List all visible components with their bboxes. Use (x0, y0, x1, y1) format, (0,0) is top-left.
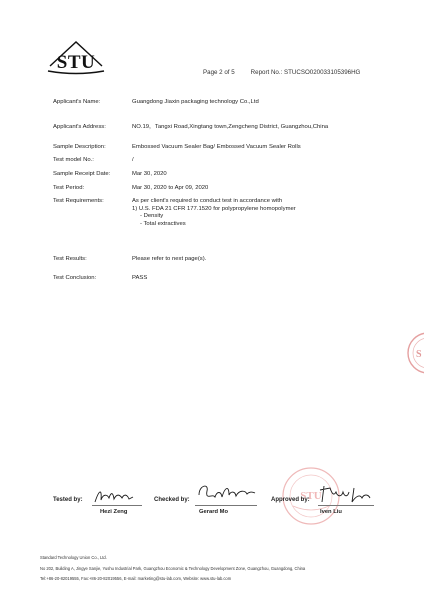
side-seal-stamp-icon (402, 330, 424, 376)
approved-by-name: Iven Liu (320, 509, 342, 515)
field-label: Test Period: (53, 185, 85, 191)
field-value: Embossed Vacuum Sealer Bag/ Embossed Vacuum Sealer Rolls (132, 144, 301, 150)
stu-logo-icon (46, 38, 106, 78)
checked-by-label: Checked by: (154, 497, 190, 503)
conclusion-value: PASS (132, 275, 148, 281)
field-label: Sample Receipt Date: (53, 171, 111, 177)
requirement-line: As per client's required to conduct test in accordance with (132, 198, 283, 204)
field-label: Test model No.: (53, 157, 94, 163)
field-label: Test Conclusion: (53, 275, 97, 281)
tested-signature-line (92, 505, 142, 506)
logo-text: STU (56, 52, 96, 73)
tested-by-label: Tested by: (53, 497, 83, 503)
field-value: NO.19，Tangxi Road,Xingtang town,Zengcheng District, Guangzhou,China (132, 124, 329, 130)
requirement-line: - Density (140, 213, 164, 220)
footer-contact: Tel:+86-20-82019555, Fax:+86-20-82019556, E-mail: marketing@stu-lab.com, Website: www.stu-lab.com (40, 576, 232, 581)
field-label: Test Results: (53, 256, 87, 262)
field-label: Applicant's Name: (53, 99, 101, 105)
checked-signature-icon (195, 481, 259, 505)
tested-signature-icon (93, 486, 137, 506)
page-number: Page 2 of 5 (203, 69, 235, 76)
requirement-line: 1) U.S. FDA 21 CFR 177.1520 for polypropylene homopolymer (132, 205, 296, 212)
field-value: / (132, 157, 134, 163)
field-value: Guangdong Jiaxin packaging technology Co.,Ltd (132, 99, 259, 105)
requirement-line: - Total extractives (140, 220, 186, 227)
report-number: Report No.: STUCSO020033105396HG (250, 69, 361, 76)
checked-by-name: Gerard Mo (199, 509, 228, 515)
svg-text:STU: STU (300, 490, 322, 502)
footer-address: No 202, Building A, Jingye Sanjie, Yushu Industrial Park, Guangzhou Economic & Technology Development Zone, Guangzhou, Guangdong, China (40, 566, 306, 571)
approved-by-label: Approved by: (271, 497, 310, 503)
field-value: Please refer to next page(s). (132, 256, 207, 262)
checked-signature-line (195, 505, 257, 506)
field-label: Applicant's Address: (53, 124, 106, 130)
footer-company: Standard Technology Union Co., Ltd. (40, 555, 107, 560)
tested-by-name: Hezi Zeng (100, 509, 128, 515)
approved-signature-line (318, 505, 374, 506)
field-label: Test Requirements: (53, 198, 104, 204)
field-value: Mar 30, 2020 (132, 171, 167, 177)
field-value: Mar 30, 2020 to Apr 09, 2020 (132, 185, 209, 191)
approved-signature-icon (318, 482, 376, 506)
page-header (203, 69, 360, 76)
field-label: Sample Description: (53, 144, 106, 150)
svg-text:S: S (416, 349, 422, 360)
requirements-text (132, 198, 424, 228)
